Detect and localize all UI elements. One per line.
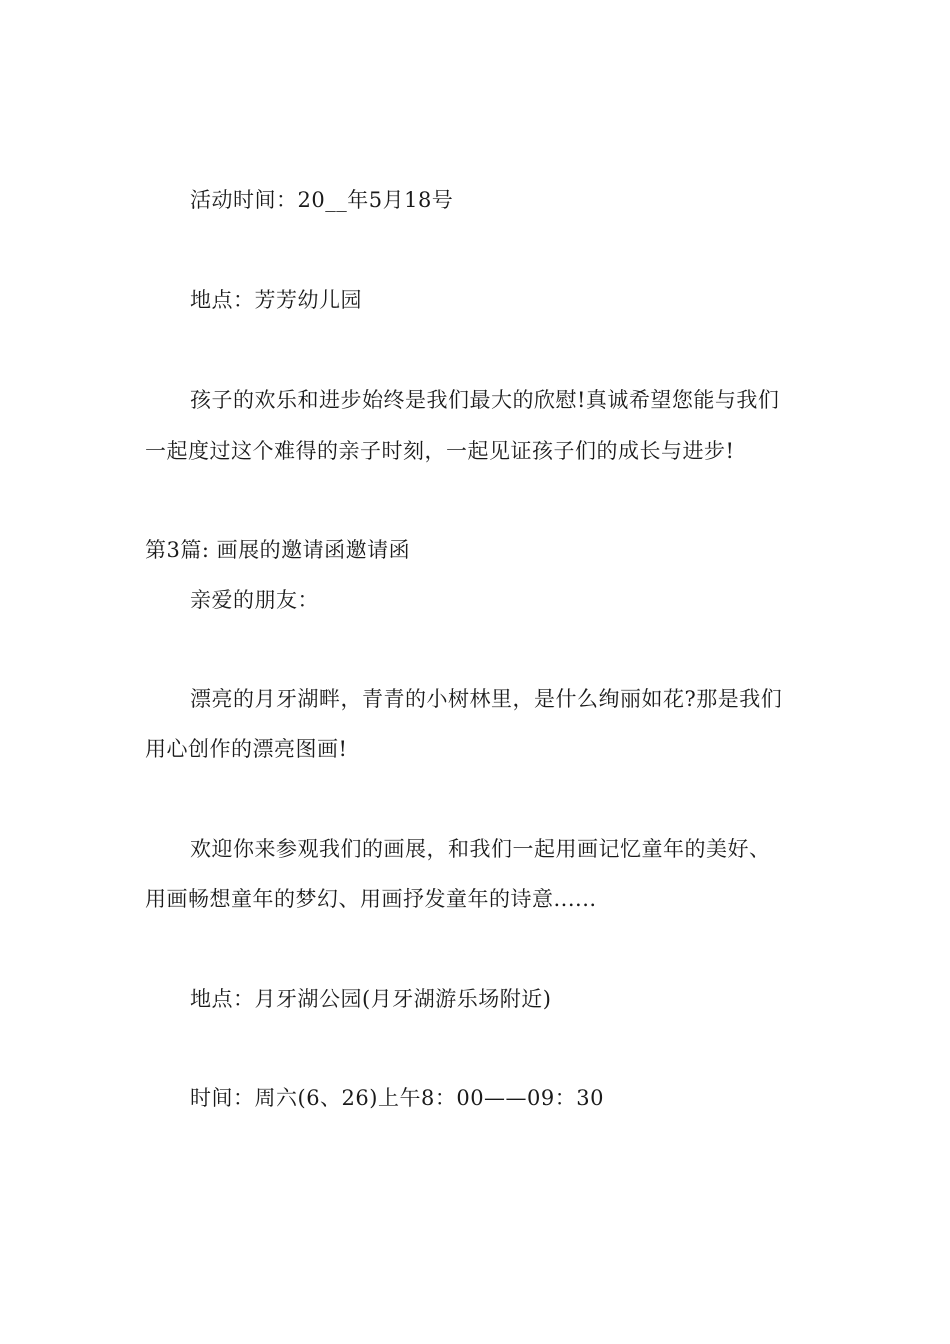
- closing-paragraph-line-1: 孩子的欢乐和进步始终是我们最大的欣慰!真诚希望您能与我们: [190, 388, 780, 412]
- section-heading: 第3篇: 画展的邀请函邀请函: [145, 538, 411, 562]
- exhibition-location-line: 地点：月牙湖公园(月牙湖游乐场附近): [190, 987, 552, 1011]
- paragraph-1-line-2: 用心创作的漂亮图画!: [145, 737, 348, 761]
- location-line: 地点：芳芳幼儿园: [190, 288, 362, 312]
- exhibition-time-line: 时间：周六(6、26)上午8：00——09：30: [190, 1086, 604, 1110]
- paragraph-2-line-1: 欢迎你来参观我们的画展，和我们一起用画记忆童年的美好、: [190, 837, 771, 861]
- greeting-line: 亲爱的朋友：: [190, 588, 319, 612]
- paragraph-1-line-1: 漂亮的月牙湖畔，青青的小树林里，是什么绚丽如花?那是我们: [190, 687, 783, 711]
- activity-time-line: 活动时间：20__年5月18号: [190, 188, 454, 212]
- paragraph-2-line-2: 用画畅想童年的梦幻、用画抒发童年的诗意......: [145, 887, 597, 911]
- closing-paragraph-line-2: 一起度过这个难得的亲子时刻，一起见证孩子们的成长与进步!: [145, 439, 735, 463]
